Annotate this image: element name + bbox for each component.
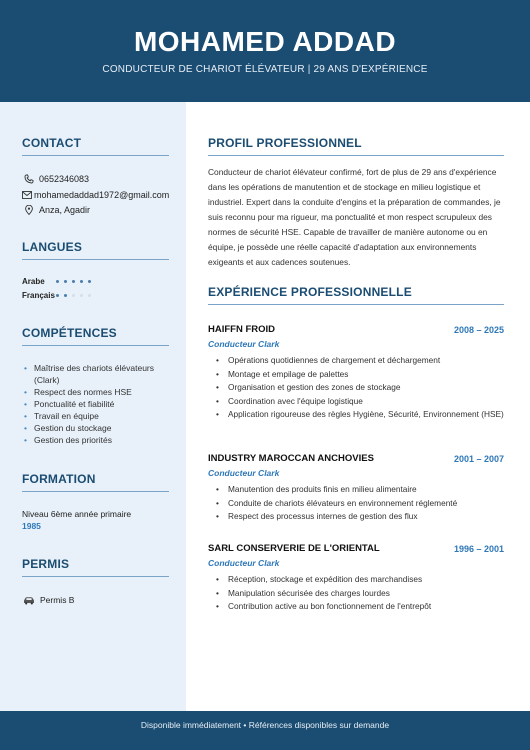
language-french bbox=[22, 291, 91, 300]
header-banner bbox=[0, 0, 530, 102]
job-role: Conducteur Clark bbox=[208, 339, 280, 349]
list-item: • Ponctualité et fiabilité bbox=[22, 398, 172, 410]
list-item: • Gestion des priorités bbox=[22, 434, 172, 446]
list-item: • Gestion du stockage bbox=[22, 422, 172, 434]
job-company: SARL CONSERVERIE DE L'ORIENTAL bbox=[208, 543, 380, 554]
license-title: PERMIS bbox=[22, 557, 169, 577]
job-tasks bbox=[216, 573, 506, 614]
level-dot bbox=[80, 294, 83, 297]
level-dot bbox=[56, 280, 59, 283]
list-item: • Montage et empilage de palettes bbox=[216, 368, 506, 382]
footer-banner bbox=[0, 711, 530, 750]
contact-email bbox=[22, 190, 169, 200]
education-year: 1985 bbox=[22, 521, 41, 531]
list-item: • Application rigoureuse des règles Hygiène, Sécurité, Environnement (HSE) bbox=[216, 408, 506, 422]
level-dot bbox=[56, 294, 59, 297]
list-item: • Manipulation sécurisée des charges lourdes bbox=[216, 587, 506, 601]
email-address: mohamedaddad1972@gmail.com bbox=[34, 190, 170, 200]
education-title: FORMATION bbox=[22, 472, 169, 492]
language-name: Arabe bbox=[22, 277, 45, 286]
list-item: • Coordination avec l'équipe logistique bbox=[216, 395, 506, 409]
language-level-dots bbox=[56, 280, 91, 283]
level-dot bbox=[88, 280, 91, 283]
level-dot bbox=[88, 294, 91, 297]
phone-icon bbox=[22, 174, 36, 184]
job-dates: 2001 – 2007 bbox=[453, 454, 504, 464]
location-text: Anza, Agadir bbox=[39, 205, 91, 215]
license-value: Permis B bbox=[40, 595, 75, 605]
footer-text: Disponible immédiatement • Références disponibles sur demande bbox=[140, 720, 390, 730]
level-dot bbox=[64, 294, 67, 297]
list-item: • Organisation et gestion des zones de stockage bbox=[216, 381, 506, 395]
languages-title: LANGUES bbox=[22, 240, 169, 260]
job-role: Conducteur Clark bbox=[208, 468, 280, 478]
language-arabic bbox=[22, 277, 91, 286]
job-tasks bbox=[216, 354, 506, 422]
job-company: HAIFFN FROID bbox=[208, 324, 276, 335]
list-item: • Respect des processus internes de gestion des flux bbox=[216, 510, 506, 524]
job-tasks bbox=[216, 483, 506, 524]
experience-title: EXPÉRIENCE PROFESSIONNELLE bbox=[208, 285, 504, 305]
education-degree: Niveau 6ème année primaire bbox=[22, 509, 132, 519]
list-item: • Contribution active au bon fonctionnement de l'entrepôt bbox=[216, 600, 506, 614]
list-item: • Respect des normes HSE bbox=[22, 386, 172, 398]
contact-phone bbox=[22, 174, 89, 184]
skills-list bbox=[22, 362, 172, 446]
language-name: Français bbox=[22, 291, 55, 300]
level-dot bbox=[64, 280, 67, 283]
job-dates: 1996 – 2001 bbox=[453, 544, 504, 554]
list-item: • Travail en équipe bbox=[22, 410, 172, 422]
envelope-icon bbox=[22, 191, 32, 199]
level-dot bbox=[72, 280, 75, 283]
profile-text: Conducteur de chariot élévateur confirmé, fort de plus de 29 ans d'expérience dans les opérations de manutention et de stockage en milieu logistique et industriel. Expert dans la conduite d'engins et la préparation de commandes, je suis reconnu pour ma rigueur, ma ponctualité et mon respect scrupuleux des normes de sécurité HSE. Capable de travailler de manière autonome ou en équipe, je possède une réelle capacité d'adaptation aux environnements exigeants et aux cadences soutenues. bbox=[208, 167, 501, 267]
level-dot bbox=[72, 294, 75, 297]
list-item: • Réception, stockage et expédition des marchandises bbox=[216, 573, 506, 587]
list-item: • Conduite de chariots élévateurs en environnement réglementé bbox=[216, 497, 506, 511]
location-pin-icon bbox=[22, 205, 36, 215]
candidate-subtitle: CONDUCTEUR DE CHARIOT ÉLÉVATEUR | 29 ANS D'EXPÉRIENCE bbox=[102, 64, 428, 75]
level-dot bbox=[80, 280, 83, 283]
contact-title: CONTACT bbox=[22, 136, 169, 156]
language-level-dots bbox=[56, 294, 91, 297]
list-item: • Opérations quotidiennes de chargement et déchargement bbox=[216, 354, 506, 368]
job-role: Conducteur Clark bbox=[208, 558, 280, 568]
list-item: • Manutention des produits finis en milieu alimentaire bbox=[216, 483, 506, 497]
license-row bbox=[22, 595, 74, 605]
job-dates: 2008 – 2025 bbox=[453, 325, 504, 335]
car-icon bbox=[22, 596, 36, 605]
profile-title: PROFIL PROFESSIONNEL bbox=[208, 136, 504, 156]
phone-number: 0652346083 bbox=[39, 174, 90, 184]
job-company: INDUSTRY MAROCCAN ANCHOVIES bbox=[208, 453, 374, 464]
list-item: • Maîtrise des chariots élévateurs (Clark) bbox=[22, 362, 172, 386]
skills-title: COMPÉTENCES bbox=[22, 326, 169, 346]
contact-location bbox=[22, 205, 90, 215]
candidate-name: MOHAMED ADDAD bbox=[133, 26, 397, 57]
